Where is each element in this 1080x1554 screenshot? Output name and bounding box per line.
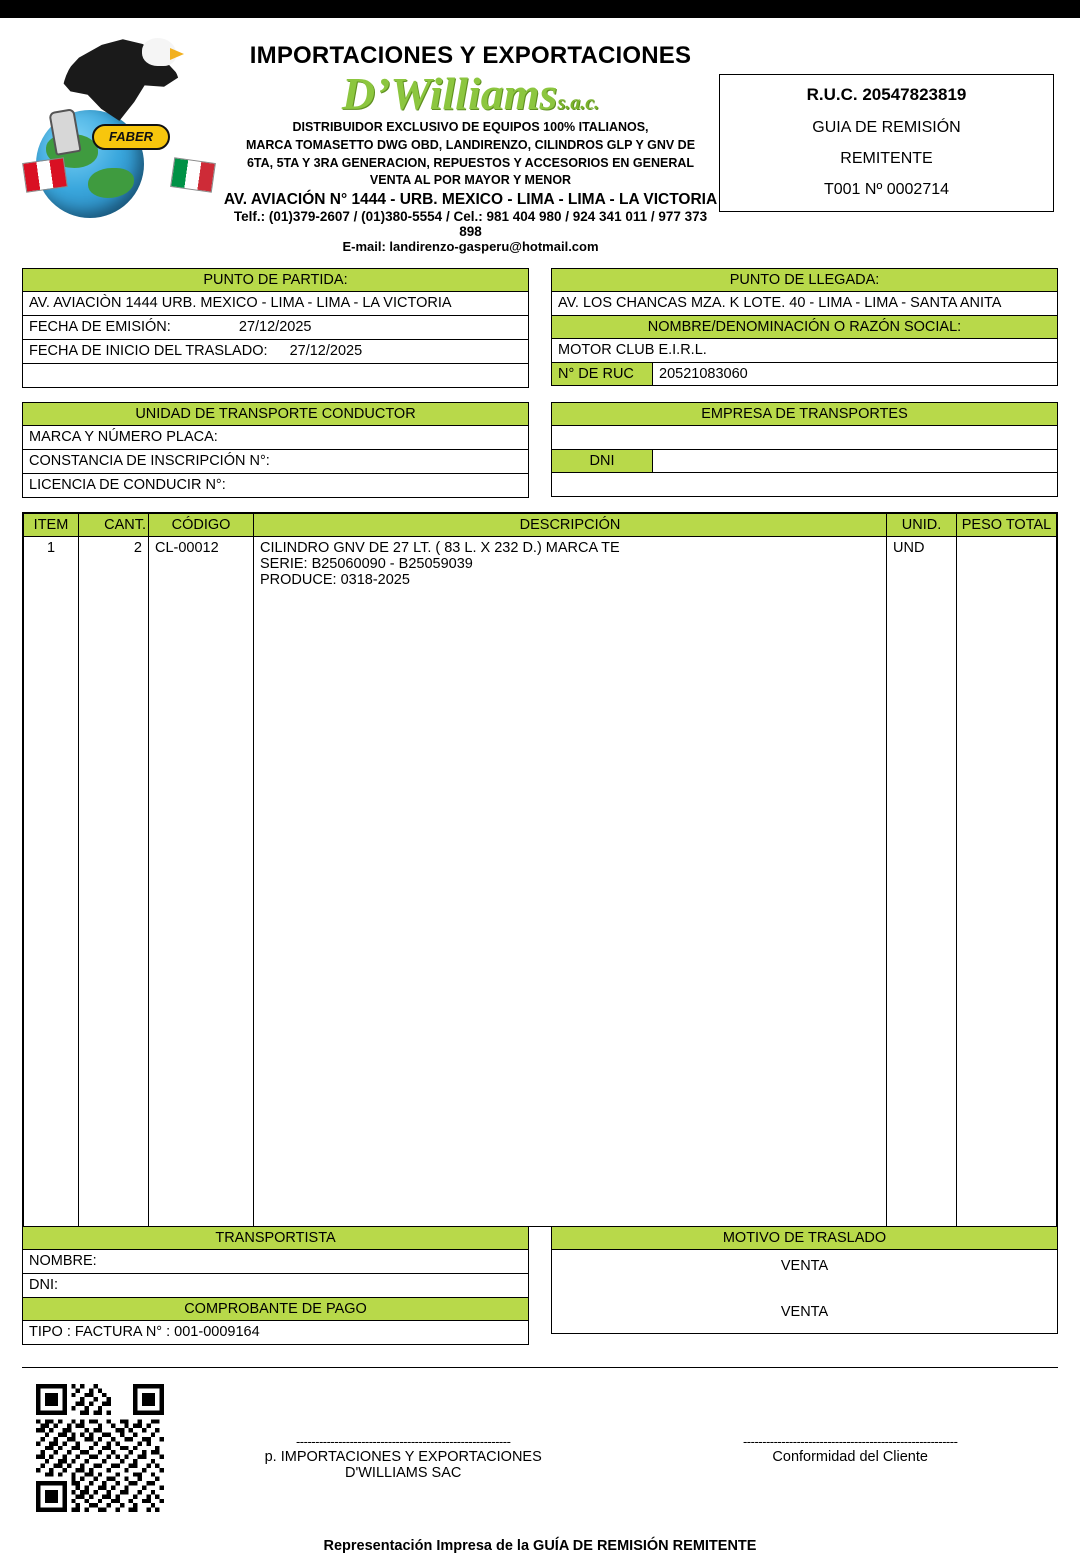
document-type-line2: REMITENTE — [840, 150, 933, 167]
transport-company-dni-value — [652, 450, 1057, 472]
company-desc-line1: DISTRIBUIDOR EXCLUSIVO DE EQUIPOS 100% ITALIANOS, — [292, 120, 649, 135]
carrier-dni-label: DNI: — [29, 1277, 58, 1294]
company-phones: Telf.: (01)379-2607 / (01)380-5554 / Cel.: 981 404 980 / 924 341 011 / 977 373 898 — [233, 208, 708, 239]
cell-item: 1 — [24, 536, 79, 1226]
plate-row — [22, 426, 529, 450]
company-script-name — [222, 70, 719, 118]
carrier-dni-row — [22, 1274, 529, 1298]
document-page — [0, 18, 1080, 1554]
company-desc-line3: 6TA, 5TA Y 3RA GENERACION, REPUESTOS Y ACCESORIOS EN GENERAL — [246, 155, 695, 170]
transport-company-extra — [551, 473, 1058, 497]
transport-company-name — [551, 426, 1058, 450]
origin-header: PUNTO DE PARTIDA: — [22, 268, 529, 292]
carrier-header: TRANSPORTISTA — [22, 1227, 529, 1250]
representation-note: Representación Impresa de la GUÍA DE REMISIÓN REMITENTE — [323, 1538, 757, 1554]
col-unidad: UNID. — [887, 513, 957, 536]
document-type-line1: GUIA DE REMISIÓN — [812, 119, 961, 136]
col-codigo: CÓDIGO — [149, 513, 254, 536]
company-info — [222, 32, 719, 254]
transport-row — [22, 402, 1058, 498]
start-date-value: 27/12/2025 — [289, 342, 363, 359]
destination-block — [551, 268, 1058, 388]
reason-block — [551, 1227, 1058, 1345]
company-script-text: D’Williams — [341, 68, 558, 119]
company-script-suffix: s.a.c. — [557, 92, 600, 114]
inscription-label: CONSTANCIA DE INSCRIPCIÓN N°: — [29, 452, 270, 469]
start-date-row — [22, 340, 529, 364]
footer-blocks — [0, 1227, 1080, 1345]
signature-area — [164, 1434, 1058, 1481]
signature-issuer-line2: D'WILLIAMS SAC — [344, 1465, 462, 1482]
payment-header: COMPROBANTE DE PAGO — [22, 1298, 529, 1321]
top-black-bar — [0, 0, 1080, 18]
company-title: IMPORTACIONES Y EXPORTACIONES — [249, 42, 692, 69]
col-item: ITEM — [24, 513, 79, 536]
signature-client-label: Conformidad del Cliente — [772, 1449, 928, 1466]
signature-issuer-line1: p. IMPORTACIONES Y EXPORTACIONES — [264, 1449, 542, 1466]
company-desc-line2: MARCA TOMASETTO DWG OBD, LANDIRENZO, CILINDROS GLP Y GNV DE — [245, 137, 696, 152]
origin-spacer — [22, 364, 529, 388]
desc-line-1: CILINDRO GNV DE 27 LT. ( 83 L. X 232 D.) MARCA TE — [260, 539, 620, 556]
company-address: AV. AVIACIÓN N° 1444 - URB. MEXICO - LIMA - LIMA - LA VICTORIA — [223, 190, 718, 208]
reason-value-1: VENTA — [780, 1258, 829, 1275]
signature-client — [743, 1434, 957, 1481]
cell-descripcion — [254, 536, 887, 1226]
items-table — [22, 512, 1058, 1228]
transport-company-header: EMPRESA DE TRANSPORTES — [551, 402, 1058, 426]
emission-date-value: 27/12/2025 — [238, 318, 312, 335]
emission-date-row — [22, 316, 529, 340]
transport-unit-header: UNIDAD DE TRANSPORTE CONDUCTOR — [22, 402, 529, 426]
destination-header: PUNTO DE LLEGADA: — [551, 268, 1058, 292]
license-label: LICENCIA DE CONDUCIR N°: — [29, 476, 226, 493]
peru-flag-icon — [22, 157, 68, 193]
col-descripcion: DESCRIPCIÓN — [254, 513, 887, 536]
origin-address: AV. AVIACIÒN 1444 URB. MEXICO - LIMA - LIMA - LA VICTORIA — [22, 292, 529, 316]
col-peso-total: PESO TOTAL — [957, 513, 1057, 536]
company-desc-line4: VENTA AL POR MAYOR Y MENOR — [369, 173, 572, 188]
desc-line-2: SERIE: B25060090 - B25059039 — [260, 555, 473, 572]
document-header — [0, 18, 1080, 254]
italy-flag-icon — [170, 157, 216, 193]
carrier-name-row — [22, 1250, 529, 1274]
origin-destination-row — [22, 268, 1058, 388]
qr-code — [36, 1384, 164, 1512]
cell-codigo: CL-00012 — [149, 536, 254, 1226]
destination-ruc-row — [551, 363, 1058, 386]
transport-company-dni-row — [551, 450, 1058, 473]
document-serie-number: T001 Nº 0002714 — [823, 181, 950, 198]
bottom-section — [0, 1368, 1080, 1512]
document-id-box — [719, 74, 1054, 212]
origin-block — [22, 268, 529, 388]
col-cant: CANT. — [79, 513, 149, 536]
inscription-row — [22, 450, 529, 474]
items-header-row — [24, 513, 1057, 536]
destination-name-header: NOMBRE/DENOMINACIÓN O RAZÓN SOCIAL: — [551, 316, 1058, 339]
start-date-label: FECHA DE INICIO DEL TRASLADO: — [29, 342, 268, 359]
transport-company-dni-label: DNI — [552, 450, 652, 472]
transport-company-block — [551, 402, 1058, 498]
cell-cant: 2 — [79, 536, 149, 1226]
signature-line-left: -------------------------------------------------------- — [295, 1434, 511, 1450]
reason-value-2: VENTA — [780, 1304, 829, 1321]
reason-values — [551, 1250, 1058, 1334]
eagle-beak-icon — [170, 48, 184, 60]
destination-name-value: MOTOR CLUB E.I.R.L. — [551, 339, 1058, 363]
license-row — [22, 474, 529, 498]
signature-issuer — [265, 1434, 542, 1481]
cell-unidad: UND — [887, 536, 957, 1226]
destination-ruc-label: N° DE RUC — [552, 363, 652, 385]
company-email: E-mail: landirenzo-gasperu@hotmail.com — [342, 238, 599, 254]
carrier-name-label: NOMBRE: — [29, 1253, 97, 1270]
destination-ruc-value: 20521083060 — [652, 363, 1057, 385]
faber-badge: FABER — [92, 124, 170, 150]
table-row — [24, 536, 1057, 1226]
transport-unit-block — [22, 402, 529, 498]
company-ruc: R.U.C. 20547823819 — [806, 85, 967, 104]
reason-header: MOTIVO DE TRASLADO — [551, 1227, 1058, 1250]
company-logo — [22, 32, 222, 232]
payment-value: TIPO : FACTURA N° : 001-0009164 — [22, 1321, 529, 1345]
desc-line-3: PRODUCE: 0318-2025 — [260, 571, 410, 588]
plate-label: MARCA Y NÚMERO PLACA: — [29, 428, 218, 445]
signature-line-right: -------------------------------------------------------- — [742, 1434, 958, 1450]
emission-date-label: FECHA DE EMISIÓN: — [29, 318, 171, 335]
address-blocks — [0, 268, 1080, 498]
destination-address: AV. LOS CHANCAS MZA. K LOTE. 40 - LIMA - LIMA - SANTA ANITA — [551, 292, 1058, 316]
cell-peso — [957, 536, 1057, 1226]
carrier-block — [22, 1227, 529, 1345]
